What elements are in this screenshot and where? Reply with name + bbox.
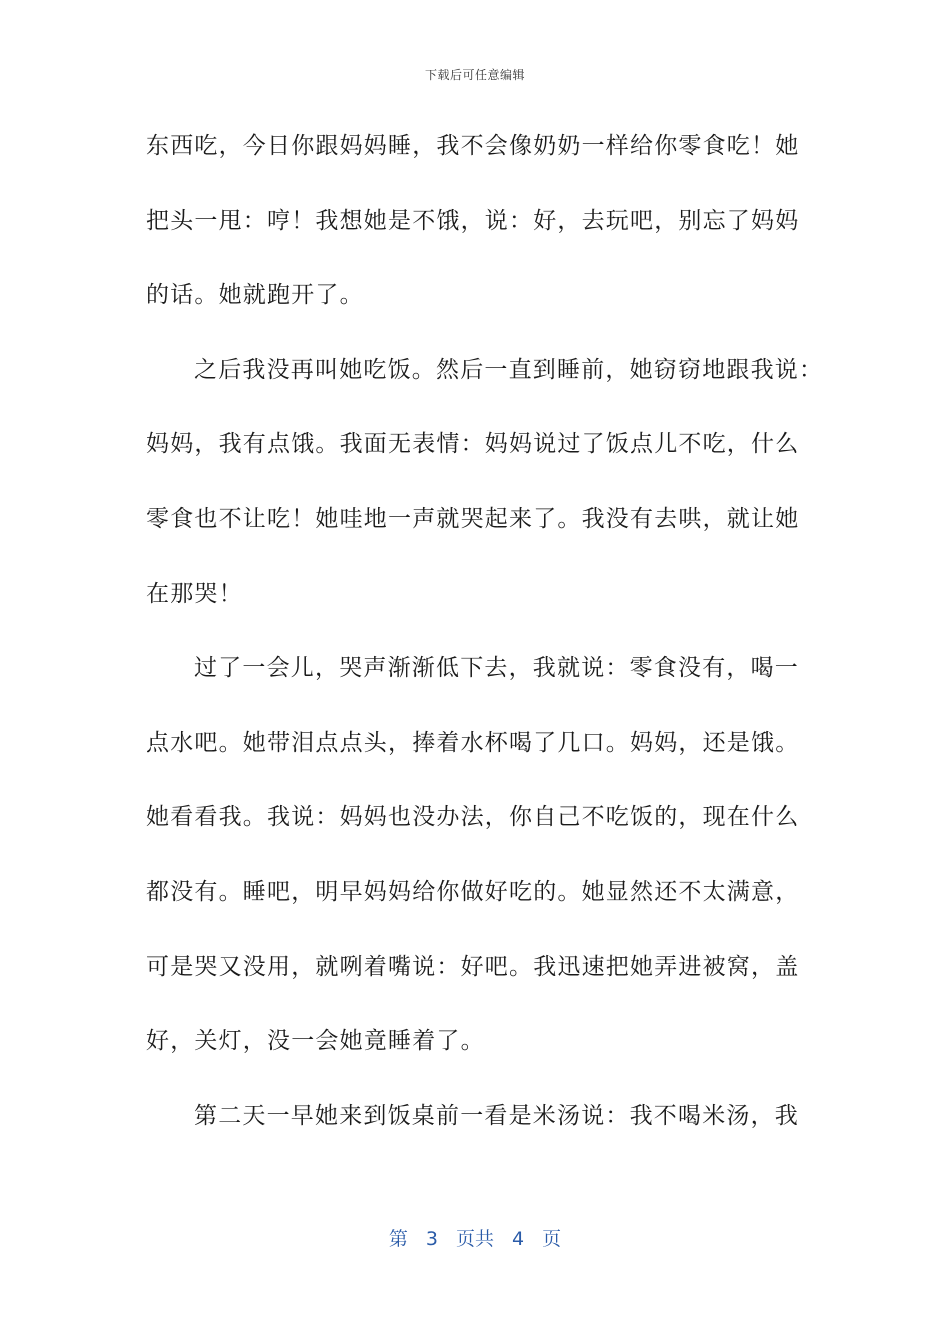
text-line: 点水吧。她带泪点点头，捧着水杯喝了几口。妈妈，还是饿。 <box>146 729 800 756</box>
text-line: 她看看我。我说：妈妈也没办法，你自己不吃饭的，现在什么 <box>146 804 800 831</box>
footer-total-pages: 4 <box>512 1228 525 1250</box>
text-line: 好，关灯，没一会她竟睡着了。 <box>146 1028 485 1055</box>
text-line: 的话。她就跑开了。 <box>146 282 364 309</box>
text-line: 可是哭又没用，就咧着嘴说：好吧。我迅速把她弄进被窝，盖 <box>146 953 800 980</box>
text-line: 第二天一早她来到饭桌前一看是米汤说：我不喝米汤，我 <box>194 1102 799 1129</box>
footer-suffix: 页 <box>542 1228 562 1250</box>
text-line: 在那哭！ <box>146 580 243 607</box>
document-body <box>146 116 824 1160</box>
text-line: 妈妈，我有点饿。我面无表情：妈妈说过了饭点儿不吃，什么 <box>146 431 800 458</box>
footer-current-page: 3 <box>425 1228 438 1250</box>
footer-middle: 页共 <box>455 1228 494 1250</box>
text-line: 过了一会儿，哭声渐渐低下去，我就说：零食没有，喝一 <box>194 655 799 682</box>
footer-prefix: 第 <box>388 1228 408 1250</box>
page-header: 下载后可任意编辑 <box>424 68 525 82</box>
page-footer <box>0 1224 950 1251</box>
text-line: 之后我没再叫她吃饭。然后一直到睡前，她窃窃地跟我说： <box>194 356 824 383</box>
text-line: 都没有。睡吧，明早妈妈给你做好吃的。她显然还不太满意， <box>146 878 800 905</box>
text-line: 把头一甩：哼！我想她是不饿，说：好，去玩吧，别忘了妈妈 <box>146 207 800 234</box>
text-line: 零食也不让吃！她哇地一声就哭起来了。我没有去哄，就让她 <box>146 505 800 532</box>
text-line: 东西吃，今日你跟妈妈睡，我不会像奶奶一样给你零食吃！她 <box>146 133 800 159</box>
